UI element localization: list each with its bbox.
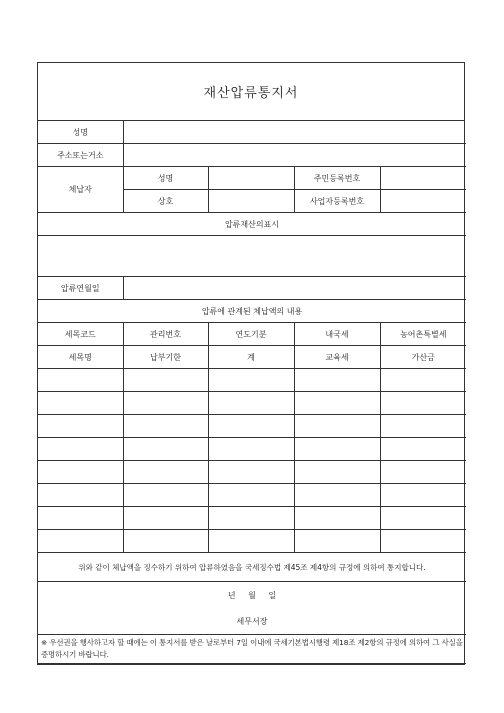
header-penalty: 가산금 bbox=[380, 346, 466, 369]
address-value[interactable] bbox=[123, 144, 466, 167]
seized-property-value[interactable] bbox=[38, 236, 466, 277]
arrears-cell[interactable] bbox=[123, 438, 208, 461]
header-tax-code: 세목코드 bbox=[38, 323, 123, 346]
arrears-cell[interactable] bbox=[294, 484, 380, 507]
seizure-date-label: 압류연월일 bbox=[38, 277, 123, 300]
arrears-cell[interactable] bbox=[294, 507, 380, 530]
arrears-cell[interactable] bbox=[38, 484, 123, 507]
arrears-cell[interactable] bbox=[123, 369, 208, 392]
arrears-cell[interactable] bbox=[123, 461, 208, 484]
name-value[interactable] bbox=[123, 121, 466, 144]
arrears-cell[interactable] bbox=[380, 461, 466, 484]
header-domestic-tax: 내국세 bbox=[294, 323, 380, 346]
arrears-cell[interactable] bbox=[208, 369, 294, 392]
arrears-cell[interactable] bbox=[380, 530, 466, 553]
arrears-cell[interactable] bbox=[380, 369, 466, 392]
arrears-cell[interactable] bbox=[208, 392, 294, 415]
arrears-cell[interactable] bbox=[380, 415, 466, 438]
arrears-row bbox=[38, 530, 466, 553]
arrears-cell[interactable] bbox=[294, 438, 380, 461]
arrears-cell[interactable] bbox=[38, 461, 123, 484]
taxpayer-name-label: 성명 bbox=[123, 167, 208, 190]
arrears-cell[interactable] bbox=[123, 507, 208, 530]
arrears-cell[interactable] bbox=[294, 530, 380, 553]
tax-office-head: 세무서장 bbox=[38, 608, 466, 635]
arrears-row bbox=[38, 507, 466, 530]
arrears-cell[interactable] bbox=[294, 461, 380, 484]
business-no-value[interactable] bbox=[380, 190, 466, 213]
trade-name-label: 상호 bbox=[123, 190, 208, 213]
arrears-cell[interactable] bbox=[380, 392, 466, 415]
arrears-cell[interactable] bbox=[208, 530, 294, 553]
trade-name-value[interactable] bbox=[208, 190, 294, 213]
arrears-row bbox=[38, 392, 466, 415]
arrears-row bbox=[38, 415, 466, 438]
header-tax-name: 세목명 bbox=[38, 346, 123, 369]
arrears-cell[interactable] bbox=[123, 484, 208, 507]
arrears-cell[interactable] bbox=[380, 438, 466, 461]
notice-footnote: ※ 우선권을 행사하고자 할 때에는 이 통지서를 받은 날로부터 7일 이내에 국세기본법시행령 제18조 제2항의 규정에 의하여 그 사실을 증명하시기 바랍니다. bbox=[38, 635, 466, 664]
arrears-cell[interactable] bbox=[38, 438, 123, 461]
arrears-cell[interactable] bbox=[123, 530, 208, 553]
arrears-heading: 압류에 관계된 체납액의 내용 bbox=[38, 300, 466, 323]
header-education-tax: 교육세 bbox=[294, 346, 380, 369]
arrears-cell[interactable] bbox=[208, 415, 294, 438]
arrears-cell[interactable] bbox=[208, 484, 294, 507]
arrears-cell[interactable] bbox=[380, 507, 466, 530]
arrears-row bbox=[38, 461, 466, 484]
arrears-cell[interactable] bbox=[38, 415, 123, 438]
header-rural-tax: 농어촌특별세 bbox=[380, 323, 466, 346]
arrears-cell[interactable] bbox=[123, 392, 208, 415]
arrears-cell[interactable] bbox=[294, 369, 380, 392]
arrears-cell[interactable] bbox=[123, 415, 208, 438]
arrears-row bbox=[38, 484, 466, 507]
seized-property-label: 압류재산의표시 bbox=[38, 213, 466, 236]
arrears-cell[interactable] bbox=[38, 507, 123, 530]
arrears-cell[interactable] bbox=[208, 507, 294, 530]
arrears-row bbox=[38, 369, 466, 392]
resident-no-value[interactable] bbox=[380, 167, 466, 190]
form-title: 재산압류통지서 bbox=[38, 63, 464, 121]
arrears-cell[interactable] bbox=[208, 438, 294, 461]
date-line: 년 월 일 bbox=[38, 582, 466, 609]
header-due-date: 납부기한 bbox=[123, 346, 208, 369]
notice-statement: 위와 같이 체납액을 징수하기 위하여 압류하였음을 국세징수법 제45조 제4항의 규정에 의하여 통지합니다. bbox=[38, 553, 466, 582]
arrears-cell[interactable] bbox=[380, 484, 466, 507]
resident-no-label: 주민등록번호 bbox=[294, 167, 380, 190]
arrears-cell[interactable] bbox=[294, 392, 380, 415]
name-label: 성명 bbox=[38, 121, 123, 144]
form-table bbox=[38, 121, 466, 664]
arrears-rows bbox=[38, 369, 466, 553]
taxpayer-name-value[interactable] bbox=[208, 167, 294, 190]
seizure-notice-form bbox=[37, 62, 465, 665]
seizure-date-value[interactable] bbox=[123, 277, 466, 300]
arrears-cell[interactable] bbox=[38, 369, 123, 392]
header-mgmt-no: 관리번호 bbox=[123, 323, 208, 346]
arrears-cell[interactable] bbox=[294, 415, 380, 438]
header-total: 계 bbox=[208, 346, 294, 369]
business-no-label: 사업자등록번호 bbox=[294, 190, 380, 213]
taxpayer-label: 체납자 bbox=[38, 167, 123, 213]
header-year-period: 연도기분 bbox=[208, 323, 294, 346]
arrears-row bbox=[38, 438, 466, 461]
arrears-cell[interactable] bbox=[38, 392, 123, 415]
arrears-cell[interactable] bbox=[38, 530, 123, 553]
address-label: 주소또는거소 bbox=[38, 144, 123, 167]
arrears-cell[interactable] bbox=[208, 461, 294, 484]
